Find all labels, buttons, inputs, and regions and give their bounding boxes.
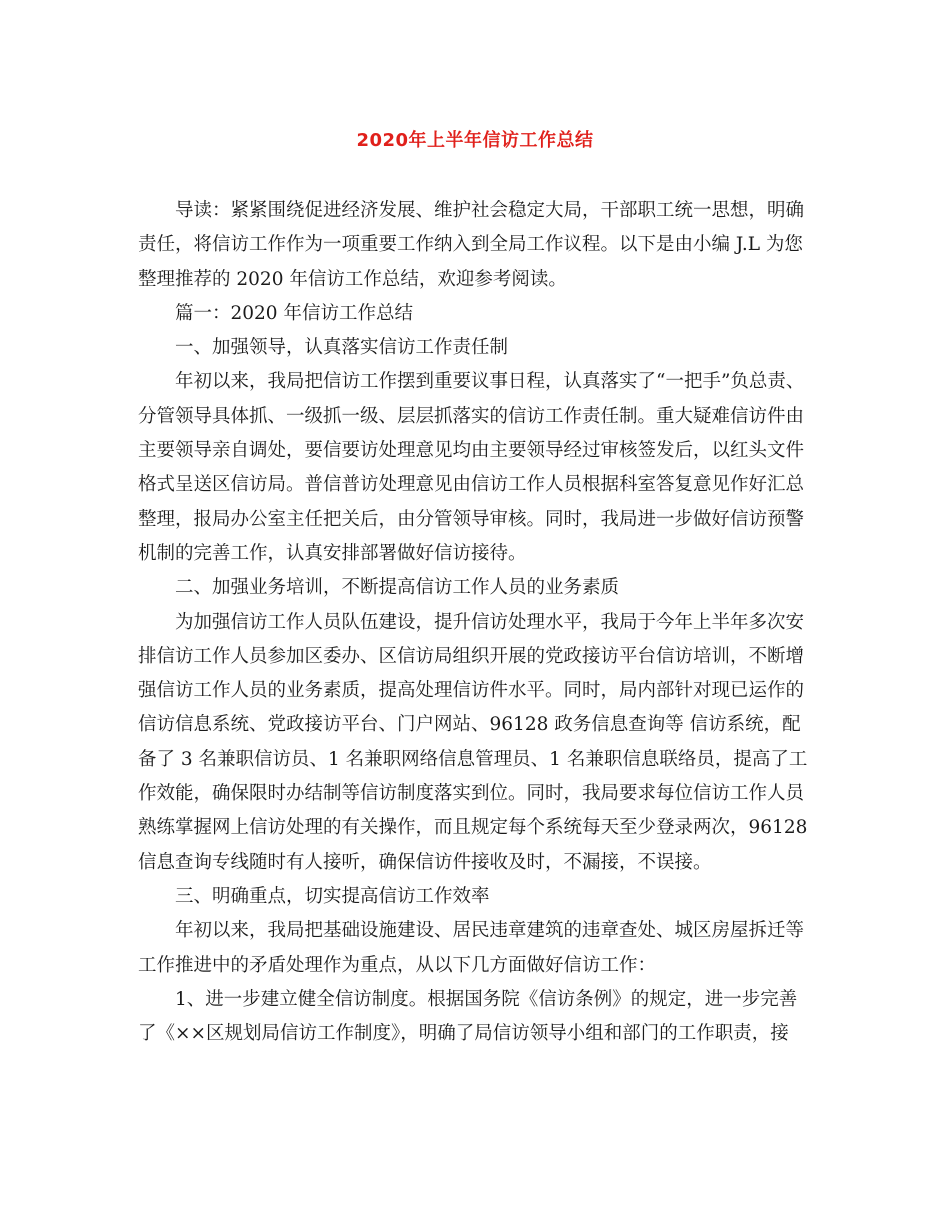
text-line: 一、加强领导，认真落实信访工作责任制 <box>175 337 509 359</box>
text-line: 为加强信访工作人员队伍建设，提升信访处理水平，我局于今年上半年多次安 <box>175 611 805 633</box>
text-line: 年初以来，我局把信访工作摆到重要议事日程，认真落实了“一把手”负总责、 <box>175 371 805 393</box>
text-line: 作效能，确保限时办结制等信访制度落实到位。同时，我局要求每位信访工作人员 <box>138 783 805 805</box>
text-line: 整理，报局办公室主任把关后，由分管领导审核。同时，我局进一步做好信访预警 <box>138 508 805 530</box>
text-line: 备了 3 名兼职信访员、1 名兼职网络信息管理员、1 名兼职信息联络员，提高了工 <box>138 748 808 770</box>
text-line: 机制的完善工作，认真安排部署做好信访接待。 <box>138 542 527 564</box>
text-line: 信息查询专线随时有人接听，确保信访件接收及时，不漏接，不误接。 <box>138 851 712 873</box>
document-title: 2020年上半年信访工作总结 <box>356 130 594 151</box>
text-line: 排信访工作人员参加区委办、区信访局组织开展的党政接访平台信访培训，不断增 <box>138 645 805 667</box>
text-line: 工作推进中的矛盾处理作为重点，从以下几方面做好信访工作： <box>138 954 657 976</box>
text-line: 篇一：2020 年信访工作总结 <box>175 302 413 324</box>
text-line: 导读：紧紧围绕促进经济发展、维护社会稳定大局，干部职工统一思想，明确 <box>175 200 805 221</box>
text-line: 1、进一步建立健全信访制度。根据国务院《信访条例》的规定，进一步完善 <box>175 988 798 1010</box>
text-line: 信访信息系统、党政接访平台、门户网站、96128 政务信息查询等 信访系统，配 <box>138 714 801 736</box>
text-line: 二、加强业务培训，不断提高信访工作人员的业务素质 <box>175 577 620 599</box>
text-line: 主要领导亲自调处，要信要访处理意见均由主要领导经过审核签发后，以红头文件 <box>138 440 805 462</box>
document-body <box>138 194 818 1051</box>
text-line: 强信访工作人员的业务素质，提高处理信访件水平。同时，局内部针对现已运作的 <box>138 680 805 702</box>
text-line: 整理推荐的 2020 年信访工作总结，欢迎参考阅读。 <box>138 268 567 290</box>
text-line: 三、明确重点，切实提高信访工作效率 <box>175 885 490 907</box>
text-line: 格式呈送区信访局。普信普访处理意见由信访工作人员根据科室答复意见作好汇总 <box>138 474 805 496</box>
text-line: 熟练掌握网上信访处理的有关操作，而且规定每个系统每天至少登录两次，96128 <box>138 817 808 839</box>
text-line: 年初以来，我局把基础设施建设、居民违章建筑的违章查处、城区房屋拆迁等 <box>175 920 805 942</box>
text-line: 责任，将信访工作作为一项重要工作纳入到全局工作议程。以下是由小编 J.L 为您 <box>138 234 803 256</box>
text-line: 了《××区规划局信访工作制度》，明确了局信访领导小组和部门的工作职责，接 <box>138 1023 789 1045</box>
text-line: 分管领导具体抓、一级抓一级、层层抓落实的信访工作责任制。重大疑难信访件由 <box>138 405 805 427</box>
